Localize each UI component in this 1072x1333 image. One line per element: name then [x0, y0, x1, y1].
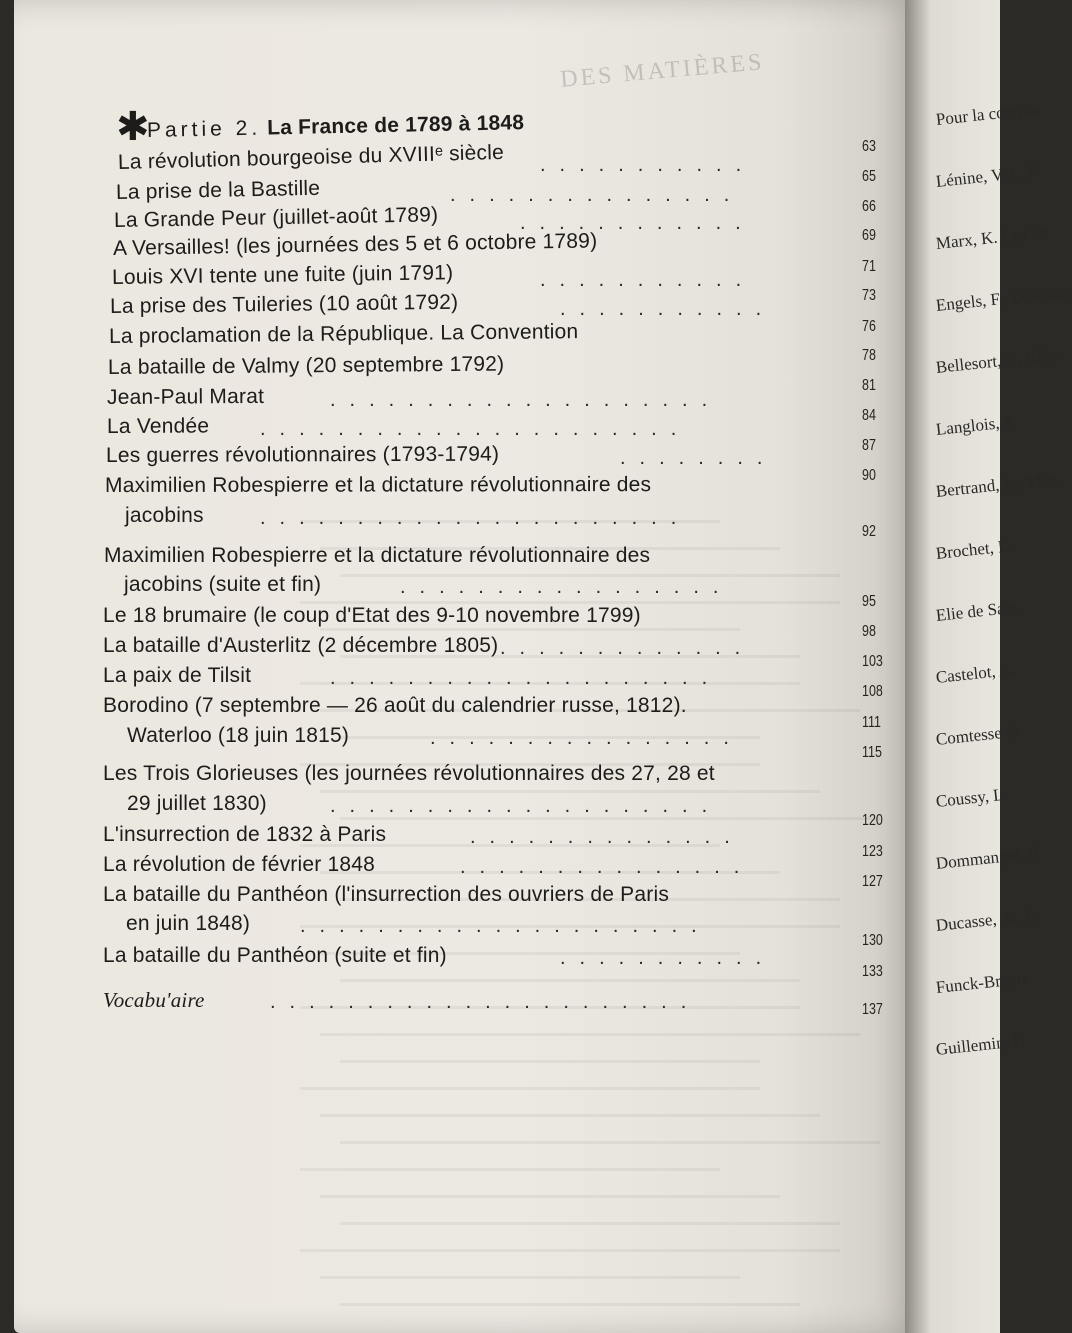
toc-page-number: 69 — [862, 227, 876, 244]
toc-page-number: 103 — [862, 653, 883, 670]
toc-entry — [109, 319, 579, 350]
toc-entry — [103, 693, 687, 719]
facing-page-fragment: Pour la compos — [934, 98, 1043, 129]
dot-leader: ............... — [450, 184, 744, 206]
bleed-through-line — [300, 1087, 760, 1090]
dot-leader: .................... — [330, 389, 722, 411]
toc-entry — [124, 572, 321, 598]
toc-entry-title: Vocabu'aire — [103, 988, 205, 1012]
bleed-through-line — [320, 790, 820, 793]
dot-leader: ................ — [430, 727, 743, 749]
bleed-through-line — [340, 1303, 800, 1306]
toc-entry — [107, 384, 264, 411]
toc-page-number: 65 — [862, 168, 876, 185]
dot-leader: ...................... — [260, 507, 691, 529]
dot-leader: .................... — [330, 667, 722, 689]
toc-page-number: 123 — [862, 843, 883, 860]
toc-entry — [104, 543, 650, 569]
toc-page-number: 90 — [862, 467, 876, 484]
facing-page-fragment: Bertrand, L., Max — [934, 469, 1059, 501]
toc-entry-title: L'insurrection de 1832 à Paris — [103, 823, 387, 846]
toc-entry-title: 29 juillet 1830) — [127, 792, 267, 815]
toc-entry — [103, 987, 205, 1014]
toc-page-number: 133 — [862, 963, 883, 980]
toc-entry — [103, 633, 498, 659]
toc-entry — [106, 442, 499, 469]
facing-page-fragment: Elie de Sain — [934, 597, 1019, 625]
toc-entry-title: La bataille du Panthéon (suite et fin) — [103, 944, 447, 967]
toc-entry — [103, 882, 669, 908]
toc-entry — [103, 822, 386, 848]
bleed-through-line — [300, 1168, 720, 1171]
toc-page-number: 137 — [862, 1001, 883, 1018]
toc-entry-title: Louis XVI tente une fuite (juin 1791) — [111, 261, 454, 289]
toc-page-number: 76 — [862, 318, 876, 335]
toc-page-number: 63 — [862, 138, 876, 155]
toc-entry-title: La paix de Tilsit — [103, 664, 252, 687]
facing-page-fragment: Ducasse, A., L — [934, 905, 1037, 935]
bleed-through-line — [340, 979, 800, 982]
toc-entry-title: La proclamation de la République. La Convention — [108, 320, 579, 348]
dot-leader: ........... — [560, 298, 776, 320]
facing-page-fragment: Bellesort, P., (Œuv — [934, 344, 1065, 377]
toc-entry-title: La bataille d'Austerlitz (2 décembre 1805) — [103, 634, 499, 657]
toc-entry — [103, 761, 715, 787]
toc-page-number: 111 — [862, 714, 881, 731]
toc-page-number: 120 — [862, 812, 883, 829]
facing-page-fragment: Guillemin, H — [934, 1030, 1027, 1059]
bleed-through-line — [320, 1114, 820, 1117]
toc-entry — [108, 352, 505, 381]
toc-entry-title: La bataille de Valmy (20 septembre 1792) — [107, 352, 505, 379]
toc-entry-title: Waterloo (18 juin 1815) — [127, 724, 350, 747]
toc-entry-title: Jean-Paul Marat — [106, 384, 265, 409]
toc-entry — [103, 603, 641, 629]
toc-entry-title: jacobins (suite et fin) — [124, 573, 322, 596]
toc-page-number: 127 — [862, 873, 883, 890]
toc-entry — [105, 472, 651, 499]
dot-leader: ................. — [400, 576, 733, 598]
toc-entry-title: jacobins — [125, 504, 204, 527]
bleed-through-line — [320, 1033, 860, 1036]
bleed-through-line — [320, 1195, 780, 1198]
facing-page-fragment: Brochet, L. — [934, 536, 1014, 563]
dot-leader: ..................... — [300, 915, 711, 937]
toc-page-number: 73 — [862, 287, 876, 304]
facing-page-fragment: Coussy, L. — [934, 784, 1009, 811]
toc-entry-title: Maximilien Robespierre et la dictature révolutionnaire des — [104, 544, 651, 567]
dot-leader: .............. — [470, 826, 744, 848]
toc-entry-title: La prise des Tuileries (10 août 1792) — [109, 290, 459, 318]
toc-entry-title: A Versailles! (les journées des 5 et 6 octobre 1789) — [112, 229, 598, 260]
toc-entry-title: Le 18 brumaire (le coup d'Etat des 9-10 novembre 1799) — [103, 604, 641, 627]
toc-page-number: 71 — [862, 258, 876, 275]
dot-leader: ............. — [500, 637, 755, 659]
toc-entry — [103, 663, 251, 689]
asterisk-mark: ✱ — [116, 104, 150, 150]
dot-leader: ........... — [560, 947, 776, 969]
toc-entry-title: La bataille du Panthéon (l'insurrection des ouvriers de Paris — [103, 883, 670, 906]
toc-entry-title: La révolution de février 1848 — [103, 853, 375, 876]
toc-page-number: 95 — [862, 593, 876, 610]
bleed-through-line — [320, 1276, 740, 1279]
toc-entry-title: Maximilien Robespierre et la dictature révolutionnaire des — [104, 473, 652, 497]
toc-entry — [125, 503, 204, 529]
toc-entry — [112, 260, 454, 291]
facing-page-fragment: Castelot, A. — [934, 659, 1017, 687]
toc-entry — [103, 852, 375, 878]
dot-leader: ............ — [520, 212, 755, 234]
dot-leader: ...................... — [260, 418, 691, 440]
toc-entry — [116, 176, 321, 206]
toc-entry-title: Les guerres révolutionnaires (1793-1794) — [105, 442, 500, 467]
toc-entry-title: en juin 1848) — [126, 912, 251, 935]
toc-entry — [103, 943, 447, 969]
toc-page-number: 81 — [862, 377, 876, 394]
toc-page-number: 84 — [862, 407, 876, 424]
section-prefix: Partie 2. — [146, 116, 262, 142]
facing-page-fragment: Engels, F., Discours — [934, 281, 1072, 315]
facing-page-fragment: Marx, K. Les lut — [934, 222, 1050, 253]
toc-entry-title: La révolution bourgeoise du XVIIIᵉ siècle — [117, 140, 505, 174]
bleed-through-line — [340, 1222, 840, 1225]
toc-page-number: 87 — [862, 437, 876, 454]
bleed-through-line — [300, 1249, 840, 1252]
facing-page-fragment: Lénine, V. I., P — [934, 161, 1039, 191]
toc-entry — [107, 413, 209, 440]
bleed-through-line — [340, 1060, 760, 1063]
toc-entry — [110, 290, 459, 320]
toc-entry-title: La Grande Peur (juillet-août 1789) — [113, 203, 439, 232]
toc-entry-title: La prise de la Bastille — [115, 176, 321, 204]
facing-page-fragment: Langlois, P. — [934, 411, 1017, 439]
toc-entry — [127, 723, 349, 749]
dot-leader: ........... — [540, 269, 756, 291]
facing-page-fragment: Funck-Brenta — [934, 968, 1030, 997]
toc-page-number: 66 — [862, 198, 876, 215]
toc-page-number: 98 — [862, 623, 876, 640]
toc-page-number: 130 — [862, 932, 883, 949]
toc-entry — [127, 791, 267, 817]
toc-page-number: 108 — [862, 683, 883, 700]
dot-leader: ........ — [620, 447, 777, 469]
dot-leader: .................... — [330, 795, 722, 817]
toc-page-number: 92 — [862, 523, 876, 540]
facing-page-fragment: Comtesse de — [934, 721, 1023, 749]
bleed-through-header: DES MATIÈRES — [559, 49, 766, 93]
toc-page-number: 115 — [862, 744, 882, 761]
dot-leader: ........... — [540, 154, 756, 176]
dot-leader: ...................... — [270, 991, 701, 1013]
section-title: La France de 1789 à 1848 — [266, 111, 525, 140]
bleed-through-line — [340, 1141, 880, 1144]
book-page-right — [930, 0, 1072, 1333]
toc-entry-title: La Vendée — [106, 414, 210, 438]
toc-entry — [126, 911, 250, 937]
toc-page-number: 78 — [862, 347, 876, 364]
toc-entry-title: Les Trois Glorieuses (les journées révolutionnaires des 27, 28 et — [103, 762, 715, 785]
toc-entry-title: Borodino (7 septembre — 26 août du calendrier russe, 1812). — [103, 694, 687, 717]
facing-page-fragment: Dommanget, H — [934, 843, 1042, 873]
dot-leader: ............... — [460, 856, 754, 878]
